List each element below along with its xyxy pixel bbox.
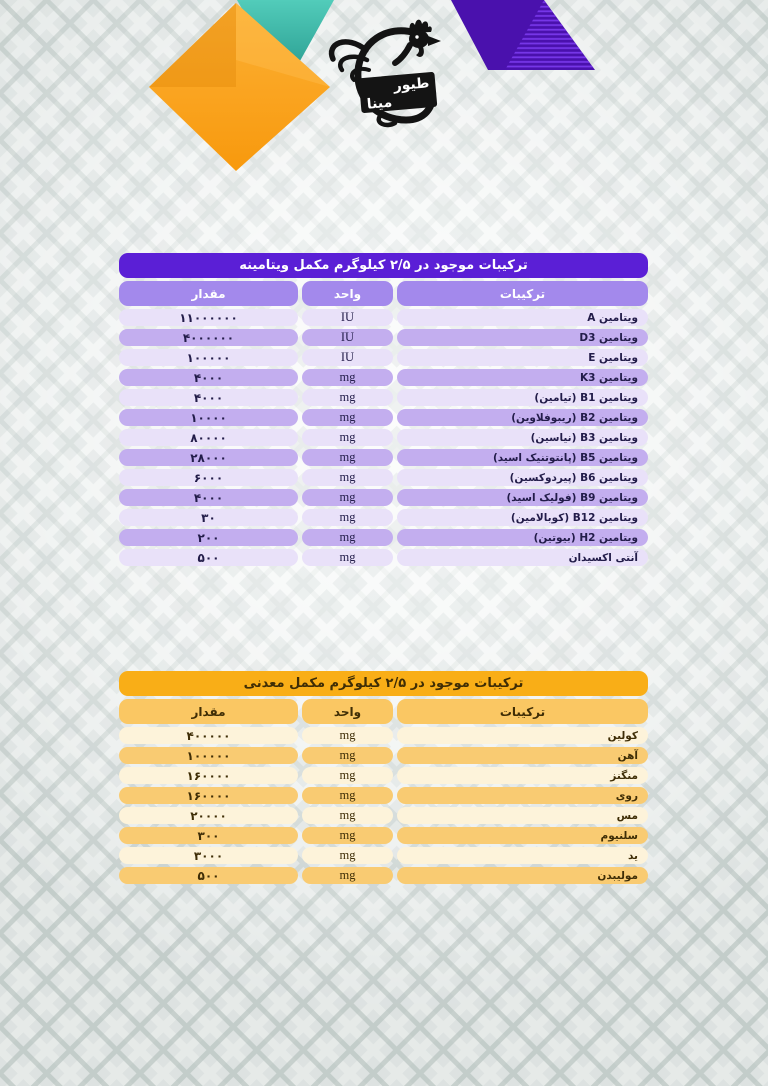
amount-cell: ۳۰۰ [119, 827, 298, 844]
unit-cell: mg [302, 429, 393, 446]
unit-cell: mg [302, 369, 393, 386]
unit-cell: mg [302, 469, 393, 486]
vitamin-table-title: ترکیبات موجود در ۲/۵ کیلوگرم مکمل ویتامینه [119, 253, 648, 278]
rooster-logo [320, 16, 464, 134]
amount-cell: ۵۰۰ [119, 867, 298, 884]
unit-cell: mg [302, 509, 393, 526]
amount-cell: ۴۰۰۰ [119, 489, 298, 506]
unit-cell: mg [302, 827, 393, 844]
unit-cell: mg [302, 807, 393, 824]
column-header-amount: مقدار [119, 699, 298, 724]
vitamin-table [119, 253, 648, 566]
mineral-table [119, 671, 648, 884]
amount-cell: ۴۰۰۰ [119, 389, 298, 406]
column-header-amount: مقدار [119, 281, 298, 306]
composition-cell: ویتامین B2 (ریبوفلاوین) [397, 409, 648, 426]
amount-cell: ۱۱۰۰۰۰۰۰ [119, 309, 298, 326]
unit-cell: IU [302, 329, 393, 346]
logo-brand-top: طیور [392, 75, 430, 95]
table-row [119, 767, 648, 784]
amount-cell: ۳۰ [119, 509, 298, 526]
composition-cell: مس [397, 807, 648, 824]
unit-cell: mg [302, 529, 393, 546]
unit-cell: mg [302, 847, 393, 864]
amount-cell: ۵۰۰ [119, 549, 298, 566]
amount-cell: ۲۰۰۰۰ [119, 807, 298, 824]
table-row [119, 309, 648, 326]
purple-striped-shape [451, 0, 595, 70]
table-row [119, 349, 648, 366]
column-header-unit: واحد [302, 699, 393, 724]
unit-cell: mg [302, 747, 393, 764]
table-row [119, 747, 648, 764]
table-row [119, 827, 648, 844]
table-row [119, 429, 648, 446]
table-row [119, 389, 648, 406]
amount-cell: ۳۰۰۰ [119, 847, 298, 864]
unit-cell: mg [302, 389, 393, 406]
amount-cell: ۱۰۰۰۰۰ [119, 747, 298, 764]
unit-cell: mg [302, 767, 393, 784]
composition-cell: ویتامین B3 (نیاسین) [397, 429, 648, 446]
composition-cell: آهن [397, 747, 648, 764]
composition-cell: ویتامین D3 [397, 329, 648, 346]
amount-cell: ۱۶۰۰۰۰ [119, 767, 298, 784]
composition-cell: ویتامین K3 [397, 369, 648, 386]
composition-cell: ویتامین B9 (فولیک اسید) [397, 489, 648, 506]
table-row [119, 529, 648, 546]
unit-cell: mg [302, 489, 393, 506]
vitamin-table-header [119, 281, 648, 306]
table-row [119, 549, 648, 566]
unit-cell: IU [302, 309, 393, 326]
amount-cell: ۲۰۰ [119, 529, 298, 546]
unit-cell: IU [302, 349, 393, 366]
unit-cell: mg [302, 727, 393, 744]
amount-cell: ۲۸۰۰۰ [119, 449, 298, 466]
amount-cell: ۴۰۰۰۰۰ [119, 727, 298, 744]
unit-cell: mg [302, 549, 393, 566]
table-row [119, 449, 648, 466]
mineral-table-rows [119, 727, 648, 884]
composition-cell: سلنیوم [397, 827, 648, 844]
composition-cell: منگنز [397, 767, 648, 784]
table-row [119, 509, 648, 526]
logo-brand-bottom: مینا [366, 94, 393, 113]
amount-cell: ۸۰۰۰۰ [119, 429, 298, 446]
amount-cell: ۶۰۰۰ [119, 469, 298, 486]
composition-cell: کولین [397, 727, 648, 744]
table-row [119, 727, 648, 744]
amount-cell: ۱۰۰۰۰۰ [119, 349, 298, 366]
column-header-unit: واحد [302, 281, 393, 306]
table-row [119, 369, 648, 386]
column-header-composition: ترکیبات [397, 281, 648, 306]
table-row [119, 787, 648, 804]
composition-cell: ویتامین B1 (تیامین) [397, 389, 648, 406]
column-header-composition: ترکیبات [397, 699, 648, 724]
mineral-table-title: ترکیبات موجود در ۲/۵ کیلوگرم مکمل معدنی [119, 671, 648, 696]
composition-cell: آنتی اکسیدان [397, 549, 648, 566]
composition-cell: مولیبدن [397, 867, 648, 884]
composition-cell: ویتامین B12 (کوبالامین) [397, 509, 648, 526]
composition-cell: ویتامین A [397, 309, 648, 326]
logo-label [359, 72, 438, 113]
rooster-head [409, 20, 441, 57]
unit-cell: mg [302, 787, 393, 804]
composition-cell: ویتامین B6 (پیردوکسین) [397, 469, 648, 486]
mineral-table-header [119, 699, 648, 724]
vitamin-table-rows [119, 309, 648, 566]
composition-cell: ویتامین H2 (بیوتین) [397, 529, 648, 546]
amount-cell: ۱۶۰۰۰۰ [119, 787, 298, 804]
amount-cell: ۴۰۰۰ [119, 369, 298, 386]
table-row [119, 867, 648, 884]
unit-cell: mg [302, 449, 393, 466]
unit-cell: mg [302, 409, 393, 426]
table-row [119, 409, 648, 426]
table-row [119, 847, 648, 864]
composition-cell: روی [397, 787, 648, 804]
table-row [119, 489, 648, 506]
composition-cell: ید [397, 847, 648, 864]
composition-cell: ویتامین E [397, 349, 648, 366]
amount-cell: ۴۰۰۰۰۰۰ [119, 329, 298, 346]
table-row [119, 807, 648, 824]
table-row [119, 329, 648, 346]
composition-cell: ویتامین B5 (پانتوتنیک اسید) [397, 449, 648, 466]
amount-cell: ۱۰۰۰۰ [119, 409, 298, 426]
unit-cell: mg [302, 867, 393, 884]
table-row [119, 469, 648, 486]
